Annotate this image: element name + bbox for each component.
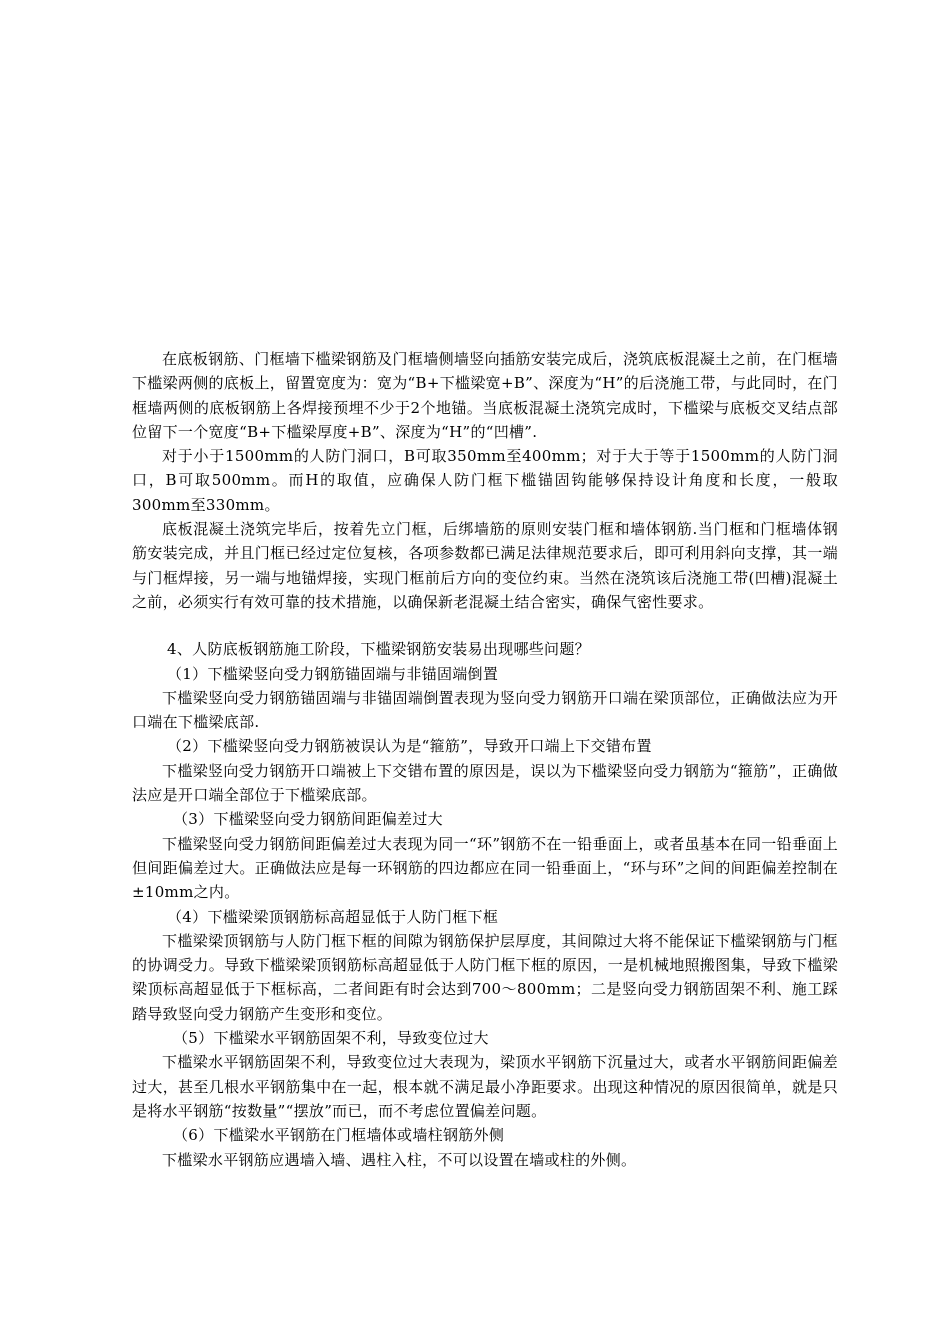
question-title: 4、人防底板钢筋施工阶段，下槛梁钢筋安装易出现哪些问题？ bbox=[167, 640, 590, 659]
item-body-3: 下槛梁竖向受力钢筋间距偏差过大表现为同一“环”钢筋不在一铅垂面上，或者虽基本在同一铅垂面上但间距偏差过大。正确做法应是每一环钢筋的四边都应在同一铅垂面上，“环与环”之间的间距偏差控制在±10mm之内。 bbox=[132, 834, 838, 902]
item-heading-4: （4）下槛梁梁顶钢筋标高超显低于人防门框下框 bbox=[167, 907, 499, 926]
item-body-2: 下槛梁竖向受力钢筋开口端被上下交错布置的原因是，误以为下槛梁竖向受力钢筋为“箍筋”，正确做法应是开口端全部位于下槛梁底部。 bbox=[132, 761, 838, 805]
document-body bbox=[132, 347, 838, 1172]
paragraph-b-h-values: 对于小于1500mm的人防门洞口，B可取350mm至400mm；对于大于等于1500mm的人防门洞口，B可取500mm。而H的取值，应确保人防门框下槛锚固钩能够保持设计角度和长度，一般取300mm至330mm。 bbox=[132, 447, 838, 514]
item-heading-6: （6）下槛梁水平钢筋在门框墙体或墙柱钢筋外侧 bbox=[173, 1126, 505, 1145]
item-heading-3: （3）下槛梁竖向受力钢筋间距偏差过大 bbox=[173, 810, 443, 829]
item-heading-2: （2）下槛梁竖向受力钢筋被误认为是“箍筋”，导致开口端上下交错布置 bbox=[167, 737, 652, 756]
item-heading-5: （5）下槛梁水平钢筋固架不利，导致变位过大 bbox=[173, 1029, 489, 1048]
item-body-1: 下槛梁竖向受力钢筋锚固端与非锚固端倒置表现为竖向受力钢筋开口端在梁顶部位，正确做法应为开口端在下槛梁底部. bbox=[132, 688, 838, 732]
item-heading-1: （1）下槛梁竖向受力钢筋锚固端与非锚固端倒置 bbox=[167, 664, 499, 683]
spacer bbox=[132, 614, 838, 637]
item-body-6: 下槛梁水平钢筋应遇墙入墙、遇柱入柱，不可以设置在墙或柱的外侧。 bbox=[162, 1150, 637, 1169]
paragraph-floor-slab-construction: 在底板钢筋、门框墙下槛梁钢筋及门框墙侧墙竖向插筋安装完成后，浇筑底板混凝土之前，在门框墙下槛梁两侧的底板上，留置宽度为：宽为“B+下槛梁宽+B”、深度为“H”的后浇施工带，与此同时，在门框墙两侧的底板钢筋上各焊接预埋不少于2个地锚。当底板混凝土浇筑完成时，下槛梁与底板交叉结点部位留下一个宽度“B+下槛梁厚度+B”、深度为“H”的“凹槽”. bbox=[132, 350, 838, 441]
item-body-4: 下槛梁梁顶钢筋与人防门框下框的间隙为钢筋保护层厚度，其间隙过大将不能保证下槛梁钢筋与门框的协调受力。导致下槛梁梁顶钢筋标高超显低于人防门框下框的原因，一是机械地照搬图集，导致下槛梁梁顶标高超显低于下框标高，二者间距有时会达到700～800mm；二是竖向受力钢筋固架不利、施工踩踏导致竖向受力钢筋产生变形和变位。 bbox=[132, 931, 838, 1023]
item-body-5: 下槛梁水平钢筋固架不利，导致变位过大表现为，梁顶水平钢筋下沉量过大，或者水平钢筋间距偏差过大，甚至几根水平钢筋集中在一起，根本就不满足最小净距要求。出现这种情况的原因很简单，就是只是将水平钢筋“按数量”“摆放”而已，而不考虑位置偏差问题。 bbox=[132, 1053, 838, 1120]
paragraph-door-frame-installation: 底板混凝土浇筑完毕后，按着先立门框，后绑墙筋的原则安装门框和墙体钢筋.当门框和门框墙体钢筋安装完成，并且门框已经过定位复核，各项参数都已满足法律规范要求后，即可利用斜向支撑，其一端与门框焊接，另一端与地锚焊接，实现门框前后方向的变位约束。当然在浇筑该后浇施工带(凹槽)混凝土之前，必须实行有效可靠的技术措施，以确保新老混凝土结合密实，确保气密性要求。 bbox=[132, 520, 838, 611]
